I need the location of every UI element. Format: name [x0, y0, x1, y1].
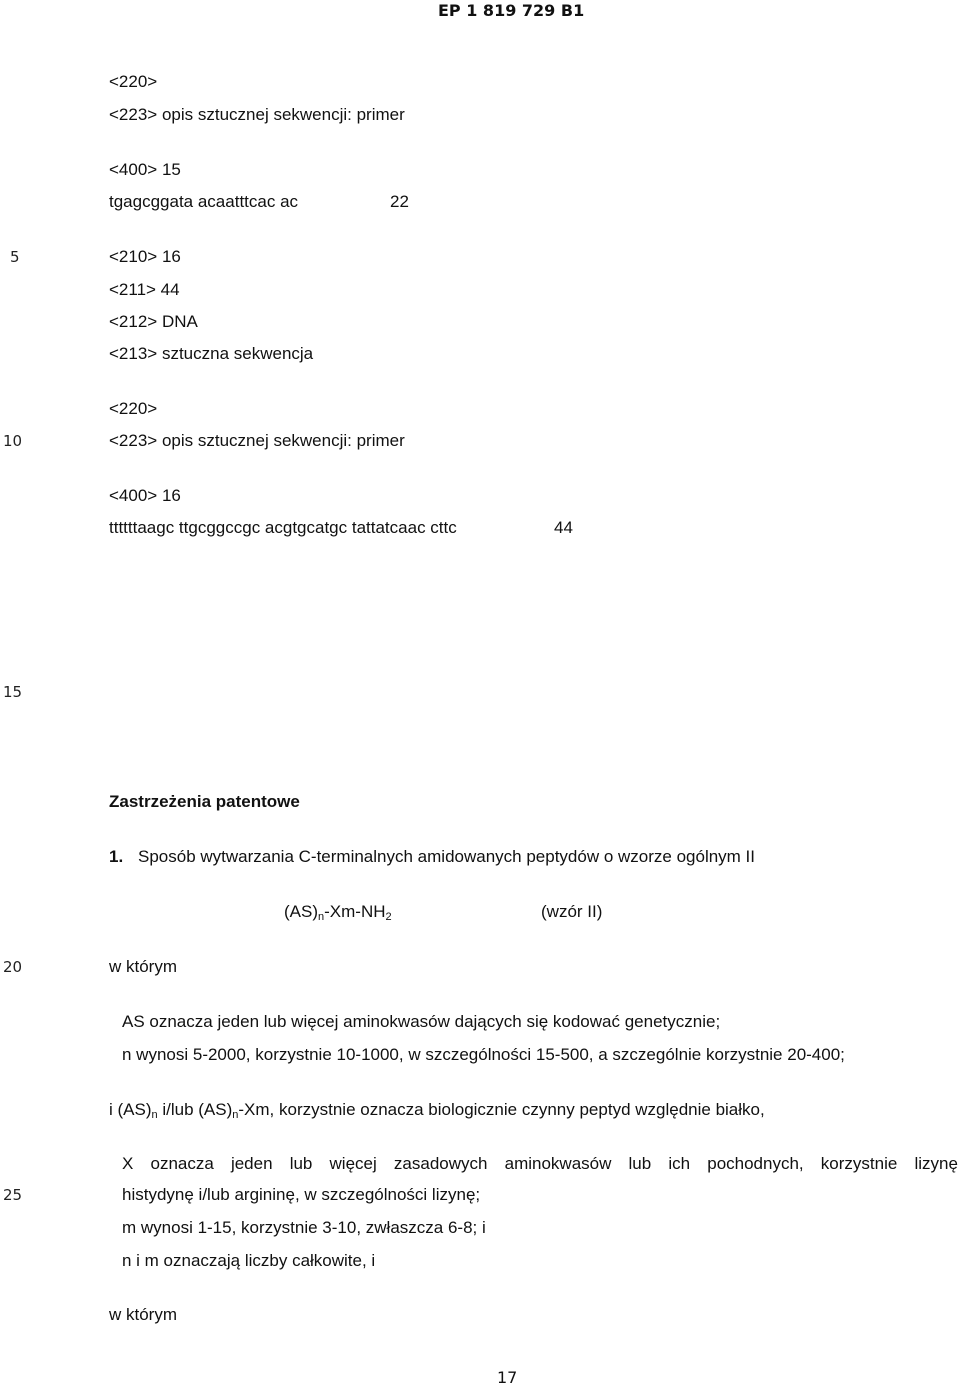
seq-tag-223: <223> opis sztucznej sekwencji: primer: [109, 431, 405, 450]
claim-1-text: Sposób wytwarzania C-terminalnych amidowanych peptydów o wzorze ogólnym II: [138, 847, 756, 866]
formula-sub-2: 2: [385, 911, 392, 923]
subscript-n: n: [151, 1109, 158, 1121]
m-definition: m wynosi 1-15, korzystnie 3-10, zwłaszcza 6-8; i: [122, 1218, 486, 1237]
word: lizynę: [914, 1154, 958, 1173]
subscript-n: n: [232, 1109, 239, 1121]
formula-mid: -Xm-NH: [324, 902, 386, 921]
line-number-20: 20: [3, 958, 23, 976]
word: jeden: [230, 1154, 273, 1173]
sequence-text: ttttttaagc ttgcggccgc acgtgcatgc tattatcaac cttc: [109, 518, 457, 537]
seq-tag-220: <220>: [109, 72, 158, 91]
peptide-part: -Xm, korzystnie oznacza biologicznie czynny peptyd względnie białko,: [238, 1100, 765, 1119]
formula-label: (wzór II): [541, 902, 603, 921]
seq-tag-213: <213> sztuczna sekwencja: [109, 344, 314, 363]
page-number: 17: [497, 1368, 518, 1387]
word: X: [122, 1154, 134, 1173]
document-id: EP 1 819 729 B1: [438, 1, 585, 20]
x-definition-line-1: [122, 1154, 958, 1174]
seq-tag-210: <210> 16: [109, 247, 181, 266]
sequence-text: tgagcggata acaatttcac ac: [109, 192, 299, 211]
seq-tag-400: <400> 16: [109, 486, 181, 505]
word: aminokwasów: [504, 1154, 612, 1173]
sequence-length: 44: [554, 518, 573, 537]
claims-heading: Zastrzeżenia patentowe: [109, 792, 300, 811]
word: oznacza: [150, 1154, 214, 1173]
word: korzystnie: [820, 1154, 898, 1173]
i-as-part: i (AS): [109, 1100, 152, 1119]
formula-as: (AS): [284, 902, 318, 921]
sequence-length: 22: [390, 192, 409, 211]
x-definition-line-2: histydynę i/lub argininę, w szczególności lizynę;: [122, 1185, 481, 1204]
seq-tag-400: <400> 15: [109, 160, 181, 179]
seq-tag-220: <220>: [109, 399, 158, 418]
n-definition: n wynosi 5-2000, korzystnie 10-1000, w szczególności 15-500, a szczególnie korzystnie 20-400;: [122, 1045, 845, 1064]
nm-definition: n i m oznaczają liczby całkowite, i: [122, 1251, 376, 1270]
formula-ii: [284, 902, 392, 922]
w-ktorym-label: w którym: [109, 1305, 177, 1324]
line-number-10: 10: [3, 432, 23, 450]
as-definition: AS oznacza jeden lub więcej aminokwasów dających się kodować genetycznie;: [122, 1012, 721, 1031]
i-lub-part: i/lub (AS): [157, 1100, 233, 1119]
line-number-5: 5: [10, 248, 20, 266]
seq-tag-212: <212> DNA: [109, 312, 198, 331]
i-as-line: [109, 1100, 765, 1120]
seq-tag-211: <211> 44: [109, 280, 180, 299]
word: więcej: [329, 1154, 377, 1173]
word: pochodnych,: [707, 1154, 804, 1173]
seq-tag-223: <223> opis sztucznej sekwencji: primer: [109, 105, 405, 124]
word: ich: [668, 1154, 691, 1173]
claim-number: 1.: [109, 847, 124, 866]
line-number-25: 25: [3, 1186, 23, 1204]
word: lub: [628, 1154, 652, 1173]
word: lub: [289, 1154, 313, 1173]
w-ktorym-label: w którym: [109, 957, 177, 976]
line-number-15: 15: [3, 683, 23, 701]
formula-sub-n: n: [318, 911, 325, 923]
word: zasadowych: [393, 1154, 488, 1173]
